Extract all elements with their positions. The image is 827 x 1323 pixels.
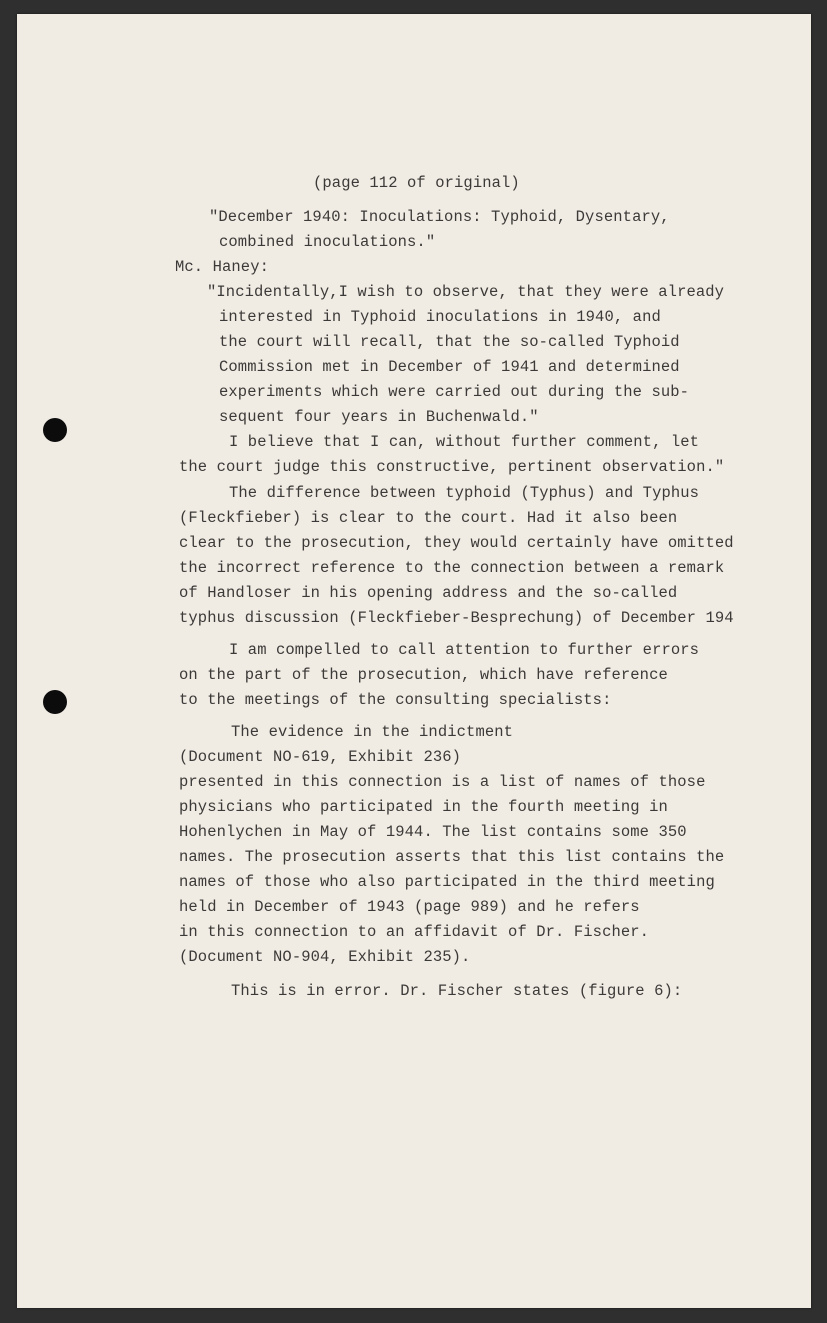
speaker-label: Mc. Haney:: [175, 258, 270, 276]
text-line: I am compelled to call attention to further errors: [229, 641, 700, 659]
text-line: held in December of 1943 (page 989) and he refers: [179, 898, 640, 916]
text-line: "December 1940: Inoculations: Typhoid, Dysentary,: [209, 208, 670, 226]
page-reference: (page 112 of original): [313, 174, 520, 192]
text-line: Commission met in December of 1941 and determined: [219, 358, 680, 376]
text-line: to the meetings of the consulting specialists:: [179, 691, 612, 709]
punch-hole-lower: [43, 690, 67, 714]
punch-hole-upper: [43, 418, 67, 442]
text-line: of Handloser in his opening address and the so-called: [179, 584, 678, 602]
text-line: The difference between typhoid (Typhus) and Typhus: [229, 484, 700, 502]
text-line: Hohenlychen in May of 1944. The list contains some 350: [179, 823, 687, 841]
document-page: [17, 14, 811, 1308]
text-line: The evidence in the indictment: [231, 723, 514, 741]
text-line: the court will recall, that the so-called Typhoid: [219, 333, 680, 351]
text-line: This is in error. Dr. Fischer states (figure 6):: [231, 982, 683, 1000]
text-line: I believe that I can, without further comment, let: [229, 433, 700, 451]
text-line: the court judge this constructive, pertinent observation.": [179, 458, 725, 476]
text-line: combined inoculations.": [219, 233, 436, 251]
text-line: in this connection to an affidavit of Dr. Fischer.: [179, 923, 650, 941]
text-line: the incorrect reference to the connection between a remark: [179, 559, 725, 577]
text-line: names. The prosecution asserts that this list contains the: [179, 848, 725, 866]
text-line: interested in Typhoid inoculations in 1940, and: [219, 308, 661, 326]
text-line: "Incidentally,I wish to observe, that they were already: [207, 283, 725, 301]
text-line: on the part of the prosecution, which have reference: [179, 666, 668, 684]
text-line: names of those who also participated in the third meeting: [179, 873, 715, 891]
text-line: (Fleckfieber) is clear to the court. Had it also been: [179, 509, 678, 527]
text-line: typhus discussion (Fleckfieber-Besprechung) of December 194: [179, 609, 734, 627]
text-line: clear to the prosecution, they would certainly have omitted: [179, 534, 734, 552]
text-line: experiments which were carried out during the sub-: [219, 383, 690, 401]
text-line: (Document NO-619, Exhibit 236): [179, 748, 462, 766]
text-line: sequent four years in Buchenwald.": [219, 408, 539, 426]
text-line: presented in this connection is a list of names of those: [179, 773, 706, 791]
text-line: physicians who participated in the fourth meeting in: [179, 798, 668, 816]
text-line: (Document NO-904, Exhibit 235).: [179, 948, 471, 966]
